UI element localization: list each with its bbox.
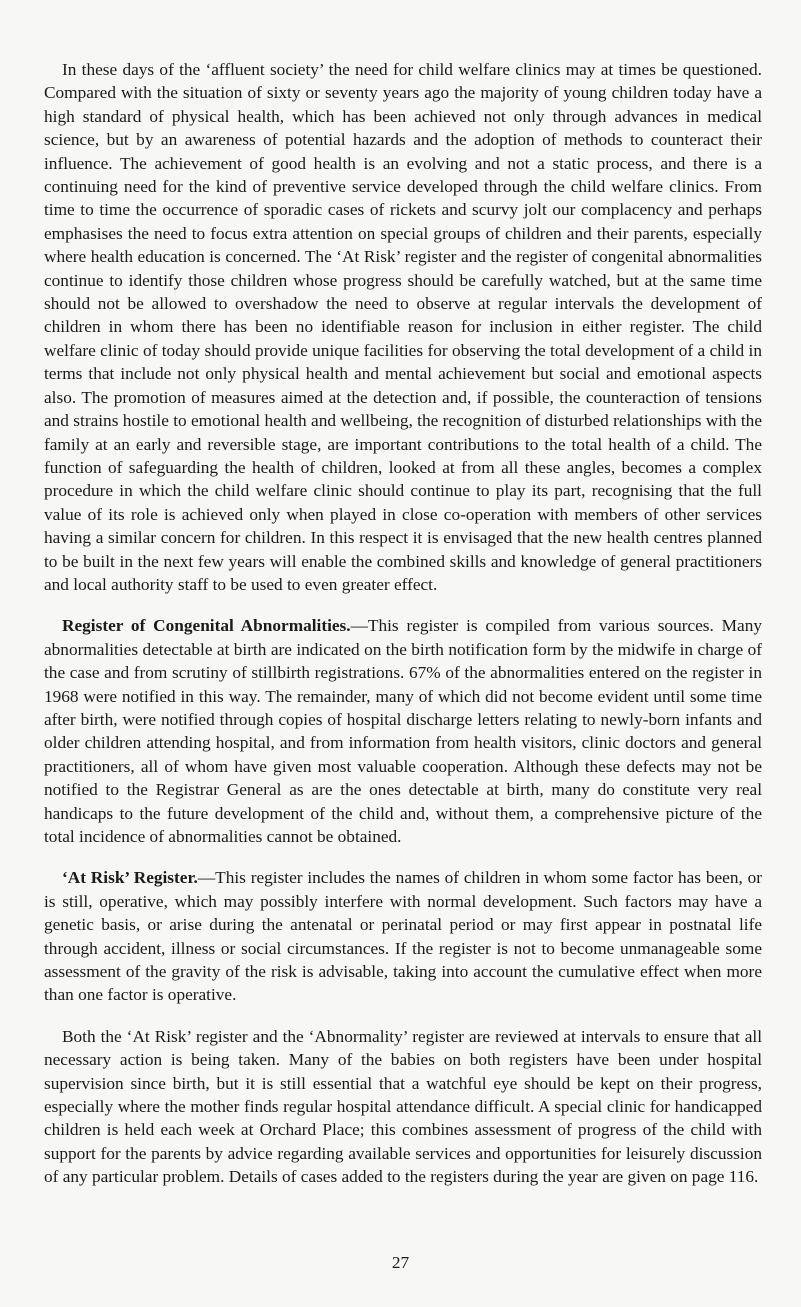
paragraph-registers-review [44,1025,762,1189]
page-body [44,58,762,1207]
paragraph-intro-text: In these days of the ‘affluent society’ the need for child welfare clinics may at times be questioned. Compared with the situation of sixty or seventy years ago the majority of young children today have a high standard of physical health, which has been achieved not only through advances in medical science, but by an awareness of potential hazards and the adoption of methods to counteract their influence. The achievement of good health is an evolving and not a static process, and there is a continuing need for the kind of preventive service developed through the child welfare clinics. From time to time the occurrence of sporadic cases of rickets and scurvy jolt our complacency and perhaps emphasises the need to focus extra attention on special groups of children and their parents, especially where health education is concerned. The ‘At Risk’ register and the register of congenital abnormalities continue to identify those children whose progress should be carefully watched, but at the same time should not be allowed to overshadow the need to observe at regular intervals the development of children in whom there has been no identifiable reason for inclusion in either register. The child welfare clinic of today should provide unique facilities for observing the total development of a child in terms that include not only physical health and mental achievement but social and emotional aspects also. The promotion of measures aimed at the detection and, if possible, the counteraction of tensions and strains hostile to emotional health and wellbeing, the recognition of disturbed relationships with the family at an early and reversible stage, are important contributions to the total health of a child. The function of safeguarding the health of children, looked at from all these angles, becomes a complex procedure in which the child welfare clinic should continue to play its part, recognising that the full value of its role is achieved only when played in close co-operation with members of other services having a similar concern for children. In this respect it is envisaged that the new health centres planned to be built in the next few years will enable the combined skills and knowledge of general practitioners and local authority staff to be used to even greater effect. [44,60,762,594]
paragraph-registers-review-text: Both the ‘At Risk’ register and the ‘Abnormality’ register are reviewed at intervals to ensure that all necessary action is being taken. Many of the babies on both registers have been under hospital supervision since birth, but it is still essential that a watchful eye should be kept on their progress, especially where the mother finds regular hospital attendance difficult. A special clinic for handicapped children is held each week at Orchard Place; this combines assessment of progress of the child with support for the parents by advice regarding available services and opportunities for leisurely discussion of any particular problem. Details of cases added to the registers during the year are given on page 116. [44,1026,762,1187]
paragraph-congenital-register-text: —This register is compiled from various sources. Many abnormalities detectable at birth are indicated on the birth notification form by the midwife in charge of the case and from scrutiny of stillbirth registrations. 67% of the abnormalities entered on the register in 1968 were notified in this way. The remainder, many of which did not become evident until some time after birth, were notified through copies of hospital discharge letters relating to newly-born infants and older children attending hospital, and from information from health visitors, clinic doctors and general practitioners, all of whom have given most valuable cooperation. Although these defects may not be notified to the Registrar General as are the ones detectable at birth, many do constitute very real handicaps to the future development of the child and, without them, a comprehensive picture of the total incidence of abnormalities cannot be obtained. [44,616,762,846]
paragraph-congenital-register [44,614,762,848]
paragraph-at-risk-register [44,866,762,1006]
paragraph-intro [44,58,762,596]
page-number: 27 [391,1253,410,1272]
heading-at-risk-register: ‘At Risk’ Register. [62,868,198,888]
heading-congenital-register: Register of Congenital Abnormalities. [62,616,351,636]
paragraph-at-risk-register-text: —This register includes the names of children in whom some factor has been, or is still, operative, which may possibly interfere with normal development. Such factors may have a genetic basis, or arise during the antenatal or perinatal period or may first appear in postnatal life through accident, illness or social circumstances. If the register is not to become unmanageable some assessment of the gravity of the risk is advisable, taking into account the cumulative effect when more than one factor is operative. [44,868,762,1005]
